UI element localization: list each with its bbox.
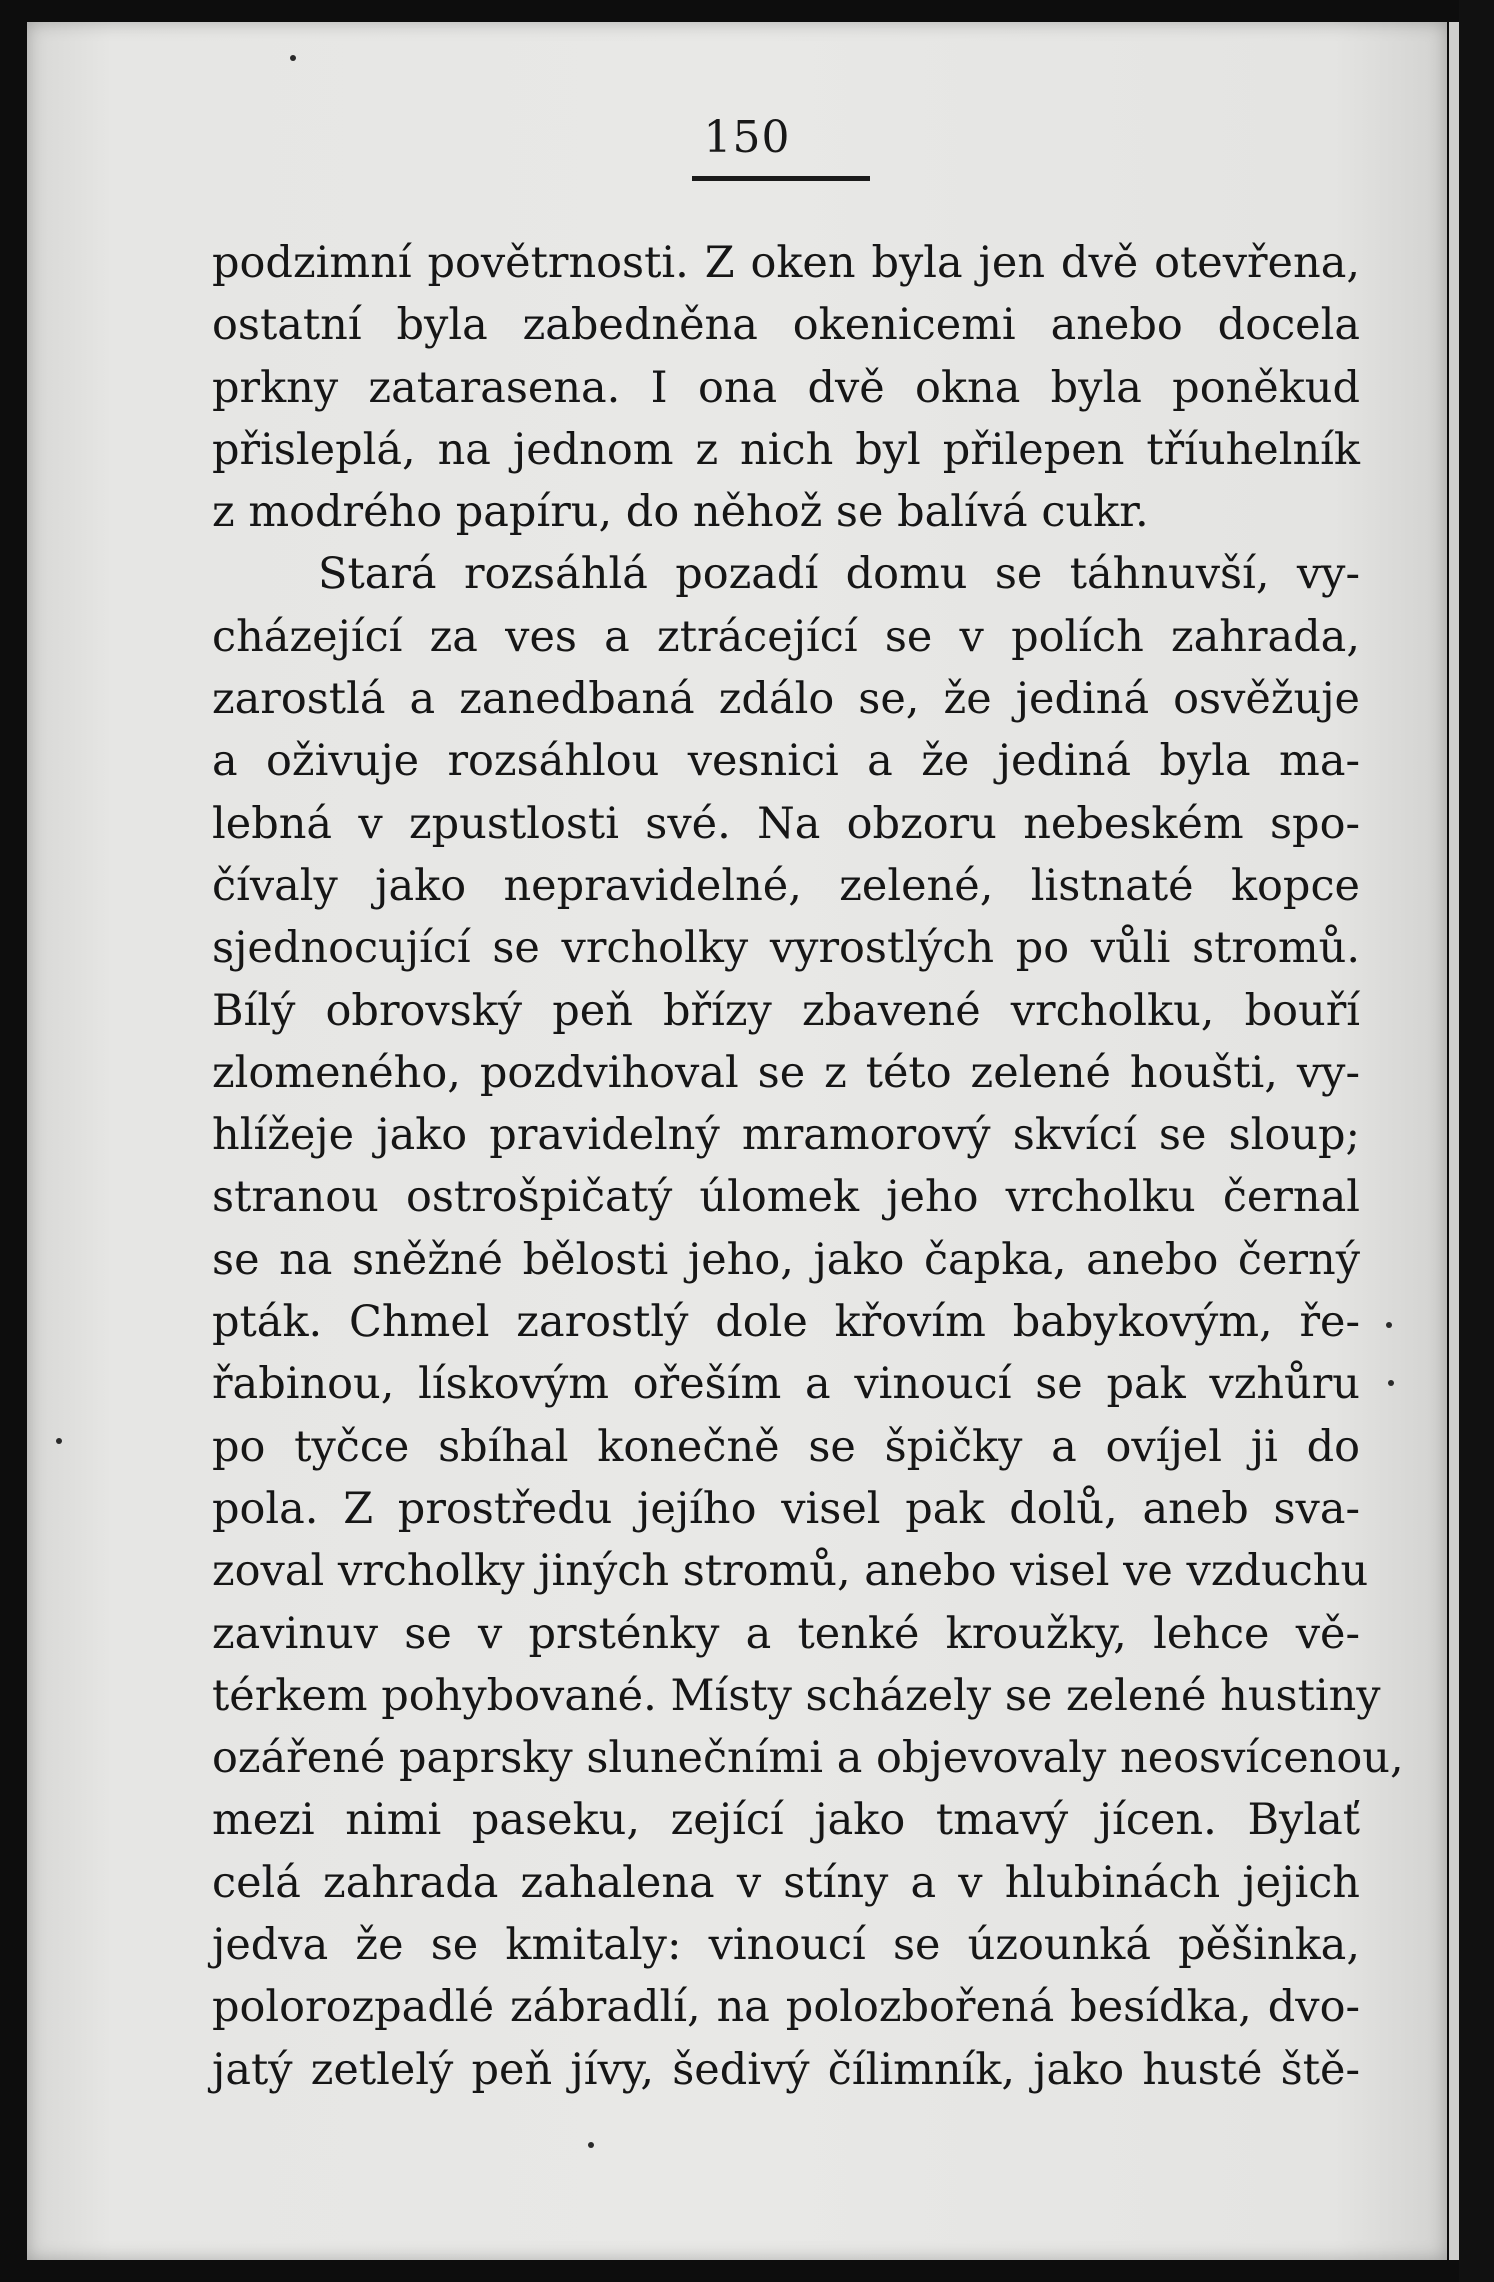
text-line: jatý zetlelý peň jívy, šedivý čílimník, jako husté ště- (212, 2044, 1360, 2095)
scan-speck (1388, 1380, 1394, 1386)
text-line: pola. Z prostředu jejího visel pak dolů, aneb sva- (212, 1483, 1360, 1534)
page-number-rule (692, 176, 870, 181)
text-line: ostatní byla zabedněna okenicemi anebo docela (212, 300, 1360, 351)
text-line: po tyčce sbíhal konečně se špičky a ovíjel ji do (212, 1421, 1360, 1472)
scan-speck (1386, 1322, 1392, 1328)
text-line: zlomeného, pozdvihoval se z této zelené houšti, vy- (212, 1047, 1360, 1098)
scan-speck (56, 1438, 62, 1444)
text-line: z modrého papíru, do něhož se balívá cukr. (212, 487, 1149, 538)
text-line: stranou ostrošpičatý úlomek jeho vrcholku černal (212, 1172, 1360, 1223)
text-line: zarostlá a zanedbaná zdálo se, že jediná osvěžuje (212, 674, 1360, 725)
scan-speck (290, 55, 296, 61)
text-line: ozářené paprsky slunečními a objevovaly neosvícenou, (212, 1733, 1404, 1784)
scan-border (1459, 0, 1494, 2282)
text-line: pták. Chmel zarostlý dole křovím babykovým, ře- (212, 1297, 1360, 1348)
text-line: cházející za ves a ztrácející se v polích zahrada, (212, 611, 1360, 662)
text-line: a oživuje rozsáhlou vesnici a že jediná byla ma- (212, 736, 1360, 787)
text-line: térkem pohybované. Místy scházely se zelené hustiny (212, 1670, 1381, 1721)
text-line: Bílý obrovský peň břízy zbavené vrcholku, bouří (212, 985, 1360, 1036)
text-line: prkny zatarasena. I ona dvě okna byla poněkud (212, 362, 1360, 413)
text-line: hlížeje jako pravidelný mramorový skvící se sloup; (212, 1110, 1360, 1161)
text-line: sjednocující se vrcholky vyrostlých po vůli stromů. (212, 923, 1360, 974)
text-line: celá zahrada zahalena v stíny a v hlubinách jejich (212, 1857, 1360, 1908)
text-line: polorozpadlé zábradlí, na polozbořená besídka, dvo- (212, 1982, 1360, 2033)
text-line: zavinuv se v prsténky a tenké kroužky, lehce vě- (212, 1608, 1360, 1659)
text-line: se na sněžné bělosti jeho, jako čapka, anebo černý (212, 1234, 1360, 1285)
text-line: zoval vrcholky jiných stromů, anebo visel ve vzduchu (212, 1546, 1369, 1597)
paragraph-start-line: Stará rozsáhlá pozadí domu se táhnuvší, vy- (318, 549, 1360, 600)
page-edge (1449, 22, 1459, 2260)
text-line: čívaly jako nepravidelné, zelené, listnaté kopce (212, 860, 1360, 911)
scan-speck (588, 2142, 594, 2148)
text-line: přisleplá, na jednom z nich byl přilepen tříuhelník (212, 424, 1360, 475)
text-line: lebná v zpustlosti své. Na obzoru nebeském spo- (212, 798, 1360, 849)
body-text (212, 232, 1404, 2101)
text-line: podzimní povětrnosti. Z oken byla jen dvě otevřena, (212, 238, 1360, 288)
text-line: mezi nimi paseku, zející jako tmavý jícen. Bylať (212, 1795, 1360, 1846)
page-number: 150 (703, 112, 791, 163)
text-line: řabinou, lískovým ořeším a vinoucí se pak vzhůru (212, 1359, 1360, 1410)
text-line: jedva že se kmitaly: vinoucí se úzounká pěšinka, (212, 1920, 1360, 1971)
